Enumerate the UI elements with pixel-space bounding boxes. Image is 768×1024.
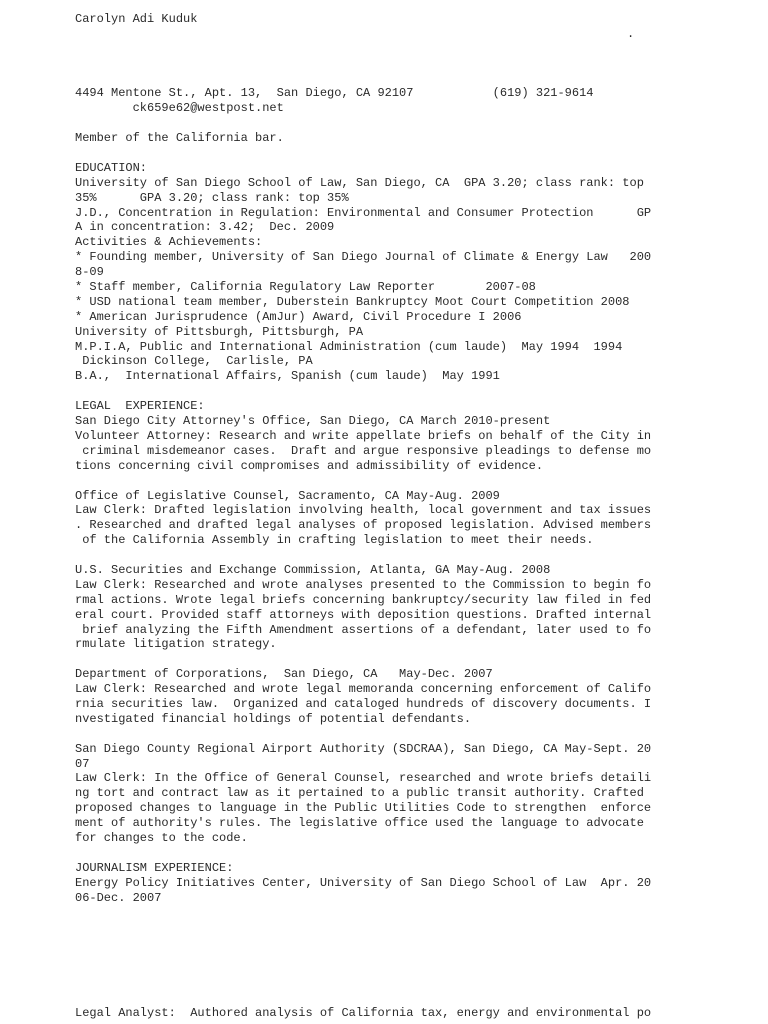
- stray-dot: .: [627, 27, 635, 41]
- experience-entry: [75, 667, 755, 727]
- experience-line: rnia securities law. Organized and cataloged hundreds of discovery documents. I: [75, 696, 652, 711]
- experience-entry: [75, 742, 755, 846]
- education-line: * Staff member, California Regulatory Law Reporter 2007-08: [75, 280, 536, 295]
- bar-membership: Member of the California bar.: [75, 131, 284, 146]
- experience-line: of the California Assembly in crafting legislation to meet their needs.: [75, 533, 594, 548]
- experience-entry: [75, 414, 755, 474]
- experience-line: Law Clerk: In the Office of General Counsel, researched and wrote briefs detaili: [75, 771, 652, 786]
- legal-experience-section: [75, 399, 755, 846]
- experience-entry: [75, 563, 755, 652]
- experience-line: eral court. Provided staff attorneys with deposition questions. Drafted internal: [75, 607, 652, 622]
- resume-document: [75, 12, 755, 905]
- applicant-name: Carolyn Adi Kuduk: [75, 12, 198, 26]
- experience-line: Law Clerk: Researched and wrote analyses presented to the Commission to begin fo: [75, 577, 652, 592]
- experience-line: for changes to the code.: [75, 830, 248, 845]
- experience-line: Law Clerk: Drafted legislation involving health, local government and tax issues: [75, 503, 652, 518]
- experience-line: rmal actions. Wrote legal briefs concerning bankruptcy/security law filed in fed: [75, 592, 652, 607]
- experience-line: 07: [75, 756, 90, 771]
- experience-line: . Researched and drafted legal analyses of proposed legislation. Advised members: [75, 518, 652, 533]
- section-heading-education: EDUCATION:: [75, 160, 148, 175]
- education-line: B.A., International Affairs, Spanish (cum laude) May 1991: [75, 369, 500, 384]
- experience-line: U.S. Securities and Exchange Commission, Atlanta, GA May-Aug. 2008: [75, 562, 551, 577]
- experience-line: Office of Legislative Counsel, Sacramento, CA May-Aug. 2009: [75, 488, 500, 503]
- section-heading-legal: LEGAL EXPERIENCE:: [75, 399, 205, 414]
- education-line: * American Jurisprudence (AmJur) Award, Civil Procedure I 2006: [75, 309, 522, 324]
- contact-address: 4494 Mentone St., Apt. 13, San Diego, CA 92107 (619) 321-9614: [75, 86, 594, 101]
- experience-line: rmulate litigation strategy.: [75, 637, 277, 652]
- education-line: 35% GPA 3.20; class rank: top 35%: [75, 190, 349, 205]
- experience-line: tions concerning civil compromises and admissibility of evidence.: [75, 458, 544, 473]
- experience-entry: [75, 489, 755, 549]
- education-line: * USD national team member, Duberstein Bankruptcy Moot Court Competition 2008: [75, 294, 630, 309]
- experience-line: criminal misdemeanor cases. Draft and argue responsive pleadings to defense mo: [75, 443, 652, 458]
- journalism-section: [75, 861, 755, 906]
- education-line: 8-09: [75, 265, 104, 280]
- experience-line: Law Clerk: Researched and wrote legal memoranda concerning enforcement of Califo: [75, 682, 652, 697]
- education-line: University of Pittsburgh, Pittsburgh, PA: [75, 324, 364, 339]
- experience-line: brief analyzing the Fifth Amendment assertions of a defendant, later used to fo: [75, 622, 652, 637]
- education-line: A in concentration: 3.42; Dec. 2009: [75, 220, 335, 235]
- experience-line: nvestigated financial holdings of potential defendants.: [75, 711, 472, 726]
- experience-line: San Diego County Regional Airport Authority (SDCRAA), San Diego, CA May-Sept. 20: [75, 741, 652, 756]
- contact-email: ck659e62@westpost.net: [75, 101, 284, 116]
- education-section: [75, 161, 755, 384]
- education-line: Activities & Achievements:: [75, 235, 263, 250]
- journalism-role-line: Legal Analyst: Authored analysis of California tax, energy and environmental po: [75, 1006, 652, 1020]
- experience-line: San Diego City Attorney's Office, San Diego, CA March 2010-present: [75, 414, 551, 429]
- journalism-line: 06-Dec. 2007: [75, 890, 162, 905]
- education-line: University of San Diego School of Law, San Diego, CA GPA 3.20; class rank: top: [75, 175, 644, 190]
- section-heading-journalism: JOURNALISM EXPERIENCE:: [75, 860, 234, 875]
- journalism-line: Energy Policy Initiatives Center, University of San Diego School of Law Apr. 20: [75, 875, 652, 890]
- education-line: * Founding member, University of San Diego Journal of Climate & Energy Law 200: [75, 250, 652, 265]
- experience-line: Department of Corporations, San Diego, CA May-Dec. 2007: [75, 667, 493, 682]
- education-line: Dickinson College, Carlisle, PA: [75, 354, 313, 369]
- education-line: J.D., Concentration in Regulation: Environmental and Consumer Protection GP: [75, 205, 652, 220]
- experience-line: ment of authority's rules. The legislative office used the language to advocate: [75, 816, 644, 831]
- experience-line: proposed changes to language in the Public Utilities Code to strengthen enforce: [75, 801, 652, 816]
- education-line: M.P.I.A, Public and International Administration (cum laude) May 1994 1994: [75, 339, 623, 354]
- experience-line: Volunteer Attorney: Research and write appellate briefs on behalf of the City in: [75, 428, 652, 443]
- experience-line: ng tort and contract law as it pertained to a public transit authority. Crafted: [75, 786, 644, 801]
